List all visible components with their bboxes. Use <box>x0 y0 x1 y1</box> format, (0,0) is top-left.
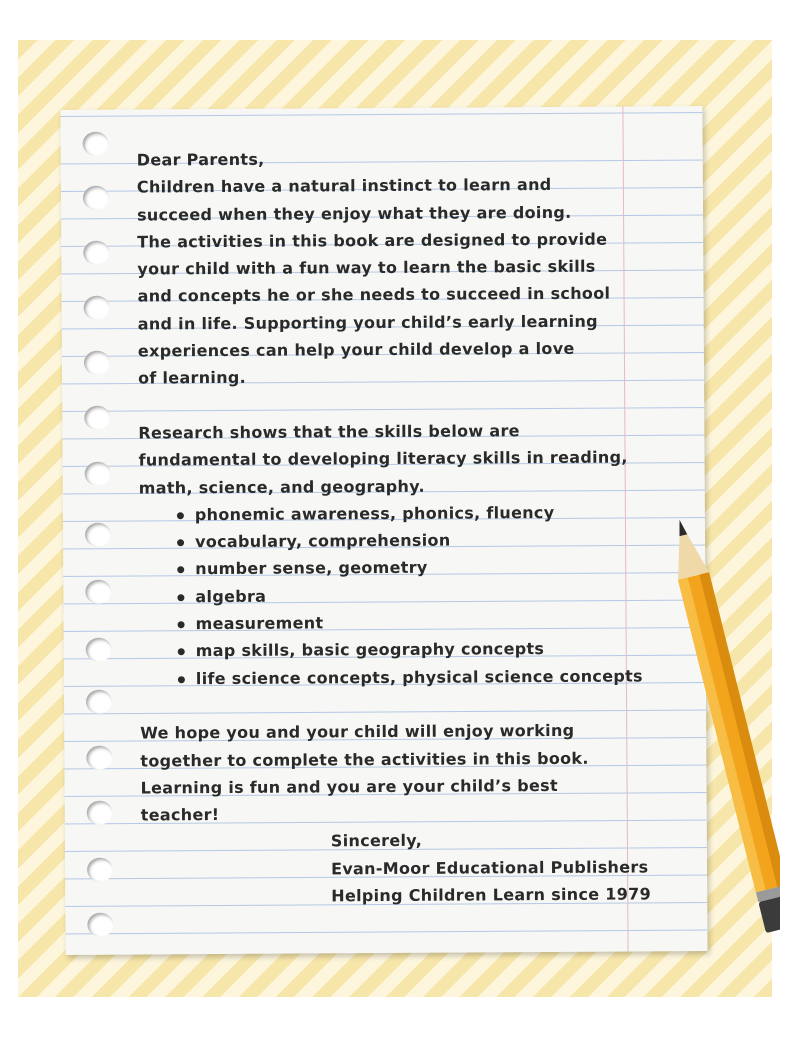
skill-list-item <box>139 580 699 611</box>
paragraph-1-line: of learning. <box>138 368 247 388</box>
greeting: Dear Parents, <box>136 149 265 170</box>
binder-hole-icon <box>86 746 112 770</box>
binder-hole-icon <box>85 523 111 547</box>
binder-hole-icon <box>87 913 113 937</box>
binder-hole-icon <box>85 580 111 604</box>
notebook-paper <box>60 106 707 955</box>
paragraph-1-line: and concepts he or she needs to succeed in school <box>137 284 611 306</box>
skill-list-item-text: vocabulary, comprehension <box>195 530 451 552</box>
binder-hole-icon <box>86 638 112 662</box>
blank-line <box>138 389 698 420</box>
binder-hole-icon <box>87 858 113 882</box>
binder-hole-icon <box>86 690 112 714</box>
binder-hole-icon <box>83 241 109 265</box>
paragraph-3-line: Learning is fun and you are your child’s best <box>140 775 558 798</box>
closing: Sincerely, <box>330 831 423 851</box>
skill-list-item-text: number sense, geometry <box>195 558 428 579</box>
paragraph-1-line: experiences can help your child develop a love <box>137 338 575 361</box>
blank-line <box>140 689 700 720</box>
pencil-icon <box>660 520 780 950</box>
skill-list-item <box>139 525 699 556</box>
binder-hole-icon <box>84 296 110 320</box>
binder-hole-icon <box>87 801 113 825</box>
signature-line: Evan-Moor Educational Publishers <box>331 857 649 879</box>
signature-line: Helping Children Learn since 1979 <box>331 884 652 906</box>
paragraph-3-line: together to complete the activities in this book. <box>140 748 589 771</box>
binder-hole-icon <box>84 351 110 375</box>
paragraph-1-line: your child with a fun way to learn the basic skills <box>137 256 596 279</box>
skill-list-item <box>140 634 700 665</box>
skill-list-item-text: measurement <box>195 613 324 634</box>
skill-list-item <box>140 662 700 693</box>
binder-hole-icon <box>83 132 109 156</box>
paragraph-1-line: Children have a natural instinct to learn and <box>136 175 552 197</box>
skill-list-item-text: life science concepts, physical science concepts <box>195 666 643 688</box>
binder-hole-icon <box>84 406 110 430</box>
skill-list-item <box>139 553 699 584</box>
binder-hole-icon <box>85 462 111 486</box>
paragraph-3-line: teacher! <box>140 805 220 825</box>
paragraph-2-line: math, science, and geography. <box>138 476 425 498</box>
skill-list-item <box>139 607 699 638</box>
paragraph-2-line: fundamental to developing literacy skills in reading, <box>138 447 628 470</box>
letter-body <box>137 143 702 911</box>
paragraph-3-line: We hope you and your child will enjoy working <box>140 721 575 743</box>
paragraph-2-line: Research shows that the skills below are <box>138 421 520 443</box>
paragraph-1-line: and in life. Supporting your child’s early learning <box>137 311 598 334</box>
skill-list-item-text: phonemic awareness, phonics, fluency <box>194 502 555 525</box>
paragraph-1-line: The activities in this book are designed to provide <box>137 229 608 252</box>
skill-list-item-text: map skills, basic geography concepts <box>195 639 545 661</box>
binder-hole-icon <box>83 186 109 210</box>
skill-list-item <box>139 498 699 529</box>
skill-list-item-text: algebra <box>195 586 267 606</box>
paragraph-1-line: succeed when they enjoy what they are doing. <box>137 202 572 225</box>
